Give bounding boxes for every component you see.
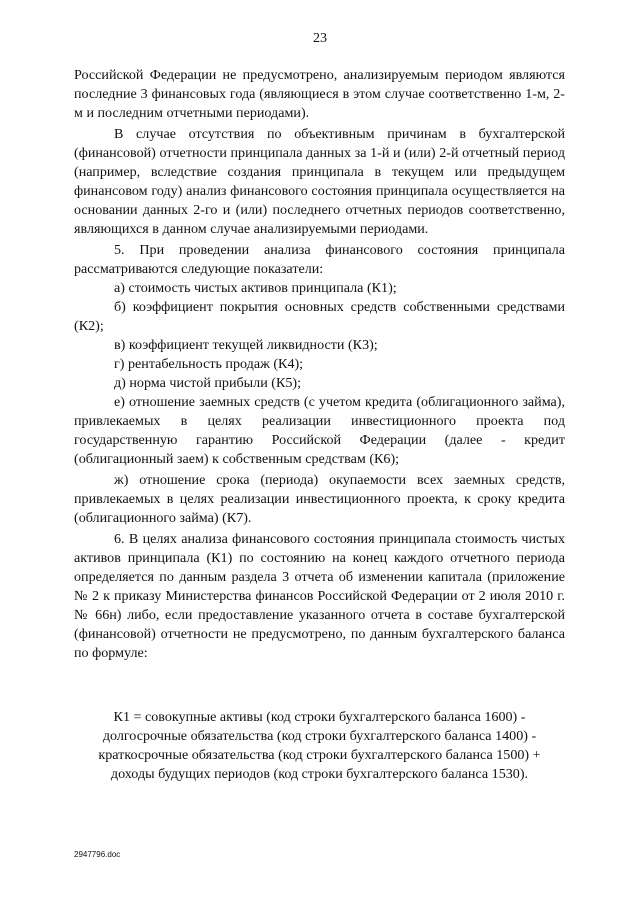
- formula-line: доходы будущих периодов (код строки бухгалтерского баланса 1530).: [110, 766, 529, 782]
- formula-line: краткосрочные обязательства (код строки бухгалтерского баланса 1500) +: [98, 747, 541, 763]
- formula-line: долгосрочные обязательства (код строки бухгалтерского баланса 1400) -: [102, 728, 537, 744]
- list-item-e: е) отношение заемных средств (с учетом кредита (облигационного займа), привлекаемых в целях реализации инвестиционного проекта под государственную гарантию Российской Федерации (далее - кредит (облигационный заем) к собственным средствам (К6);: [74, 394, 565, 467]
- list-item-d: д) норма чистой прибыли (К5);: [114, 375, 302, 391]
- list-item-a: а) стоимость чистых активов принципала (К1);: [114, 280, 397, 296]
- document-file-id: 2947796.doc: [74, 850, 121, 859]
- paragraph-absence-of-data: В случае отсутствия по объективным причинам в бухгалтерской (финансовой) отчетности принципала данных за 1-й и (или) 2-й отчетный период (например, вследствие создания принципала в текущем или предыдущем финансовом году) анализ финансового состояния принципала осуществляется на основании данных 2-го и (или) последнего отчетных периодов соответственно, являющихся в данном случае анализируемыми периодами.: [74, 126, 565, 237]
- formula-line: К1 = совокупные активы (код строки бухгалтерского баланса 1600) -: [113, 709, 526, 725]
- paragraph-item-6: 6. В целях анализа финансового состояния принципала стоимость чистых активов принципала (К1) по состоянию на конец каждого отчетного периода определяется по данным раздела 3 отчета об изменении капитала (приложение № 2 к приказу Министерства финансов Российской Федерации от 2 июля 2010 г. № 66н) либо, если предоставление указанного отчета в составе бухгалтерской (финансовой) отчетности не предусмотрено, по данным бухгалтерского баланса по формуле:: [74, 531, 565, 661]
- list-item-g: г) рентабельность продаж (К4);: [114, 356, 304, 372]
- body-text: [74, 66, 565, 663]
- paragraph-item-5: 5. При проведении анализа финансового состояния принципала рассматриваются следующие показатели:: [74, 242, 565, 277]
- list-item-zh: ж) отношение срока (периода) окупаемости всех заемных средств, привлекаемых в целях реализации инвестиционного проекта, к сроку кредита (облигационного займа) (К7).: [74, 472, 565, 526]
- page-number: 23: [313, 31, 327, 46]
- list-item-b: б) коэффициент покрытия основных средств собственными средствами (К2);: [74, 299, 565, 334]
- formula-k1: [74, 708, 565, 784]
- paragraph-continuation: Российской Федерации не предусмотрено, анализируемым периодом являются последние 3 финансовых года (являющиеся в этом случае соответственно 1-м, 2-м и последним отчетными периодами).: [74, 67, 565, 121]
- list-item-v: в) коэффициент текущей ликвидности (К3);: [114, 337, 378, 353]
